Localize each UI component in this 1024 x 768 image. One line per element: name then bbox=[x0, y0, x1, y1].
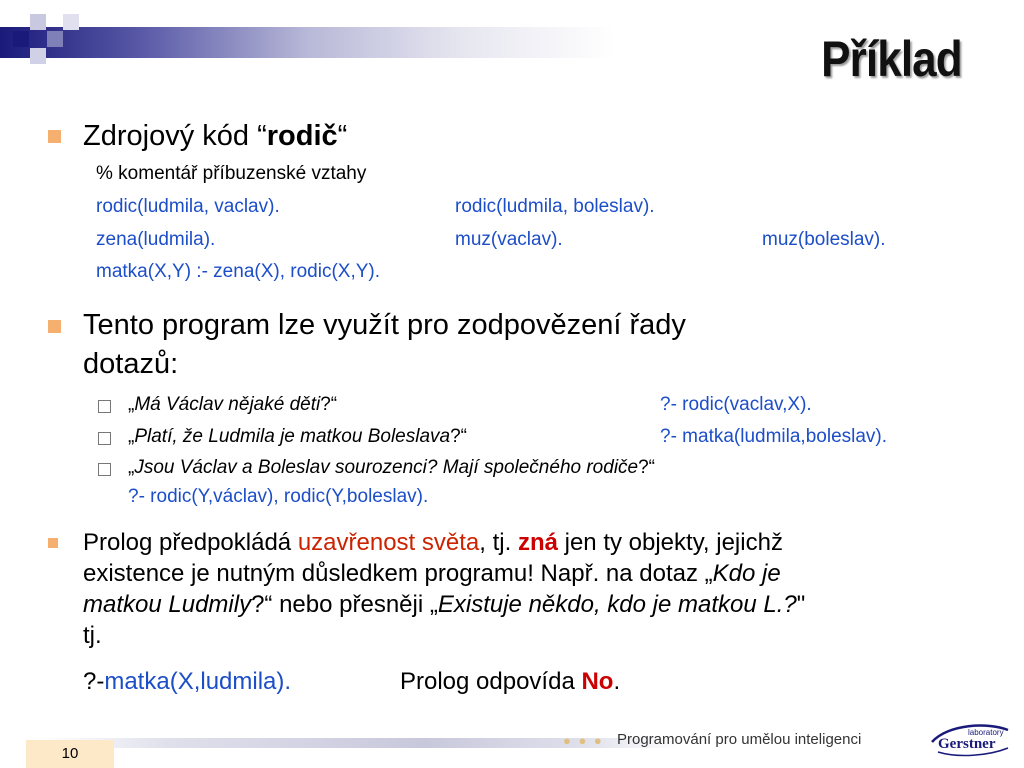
checkbox-icon bbox=[98, 463, 111, 476]
code-line: matka(X,Y) :- zena(X), rodic(X,Y). bbox=[96, 261, 381, 282]
section3-line4: tj. bbox=[83, 622, 102, 649]
gerstner-logo bbox=[928, 722, 1012, 758]
header-square bbox=[63, 14, 79, 30]
logo-small-text: laboratory bbox=[968, 728, 1004, 737]
checkbox-icon bbox=[98, 432, 111, 445]
section3-line1: Prolog předpokládá uzavřenost světa, tj. zná jen ty objekty, jejichž bbox=[83, 529, 783, 556]
query-code: ?- rodic(Y,václav), rodic(Y,boleslav). bbox=[128, 486, 429, 507]
query-code: ?- rodic(vaclav,X). bbox=[660, 394, 812, 415]
code-line: rodic(ludmila, vaclav). bbox=[96, 196, 280, 217]
answer-text: Prolog odpovída No. bbox=[400, 668, 621, 695]
section2-line1: Tento program lze využít pro zodpovězení řady bbox=[83, 309, 686, 341]
footer-dots: ● ● ● bbox=[563, 733, 604, 748]
code-line: muz(vaclav). bbox=[455, 229, 563, 250]
logo-text: Gerstner bbox=[938, 736, 996, 752]
bullet-icon bbox=[48, 130, 61, 143]
section1-heading: Zdrojový kód “rodič“ bbox=[83, 120, 348, 152]
section2-line2: dotazů: bbox=[83, 348, 179, 380]
header-square bbox=[30, 48, 46, 64]
code-line: rodic(ludmila, boleslav). bbox=[455, 196, 655, 217]
bullet-icon bbox=[48, 320, 61, 333]
query-text: „Jsou Václav a Boleslav sourozenci? Mají společného rodiče?“ bbox=[128, 457, 656, 478]
section3-line2: existence je nutným důsledkem programu! Např. na dotaz „Kdo je bbox=[83, 560, 781, 587]
query-text: „Platí, že Ludmila je matkou Boleslava?“ bbox=[128, 426, 468, 447]
header-square bbox=[13, 31, 29, 47]
code-comment: % komentář příbuzenské vztahy bbox=[96, 163, 367, 184]
section3-line3: matkou Ludmily?“ nebo přesněji „Existuje někdo, kdo je matkou L.?" bbox=[83, 591, 806, 618]
bullet-icon bbox=[48, 538, 58, 548]
code-line: muz(boleslav). bbox=[762, 229, 886, 250]
query-text: „Má Václav nějaké děti?“ bbox=[128, 394, 338, 415]
page-number: 10 bbox=[26, 740, 114, 768]
slide-title: Příklad bbox=[821, 31, 962, 87]
query-code: ?- matka(ludmila,boleslav). bbox=[660, 426, 888, 447]
answer-query: ?-matka(X,ludmila). bbox=[83, 668, 292, 695]
footer-text: Programování pro umělou inteligenci bbox=[617, 731, 862, 748]
header-square bbox=[47, 31, 63, 47]
checkbox-icon bbox=[98, 400, 111, 413]
header-square bbox=[30, 14, 46, 30]
code-line: zena(ludmila). bbox=[96, 229, 216, 250]
